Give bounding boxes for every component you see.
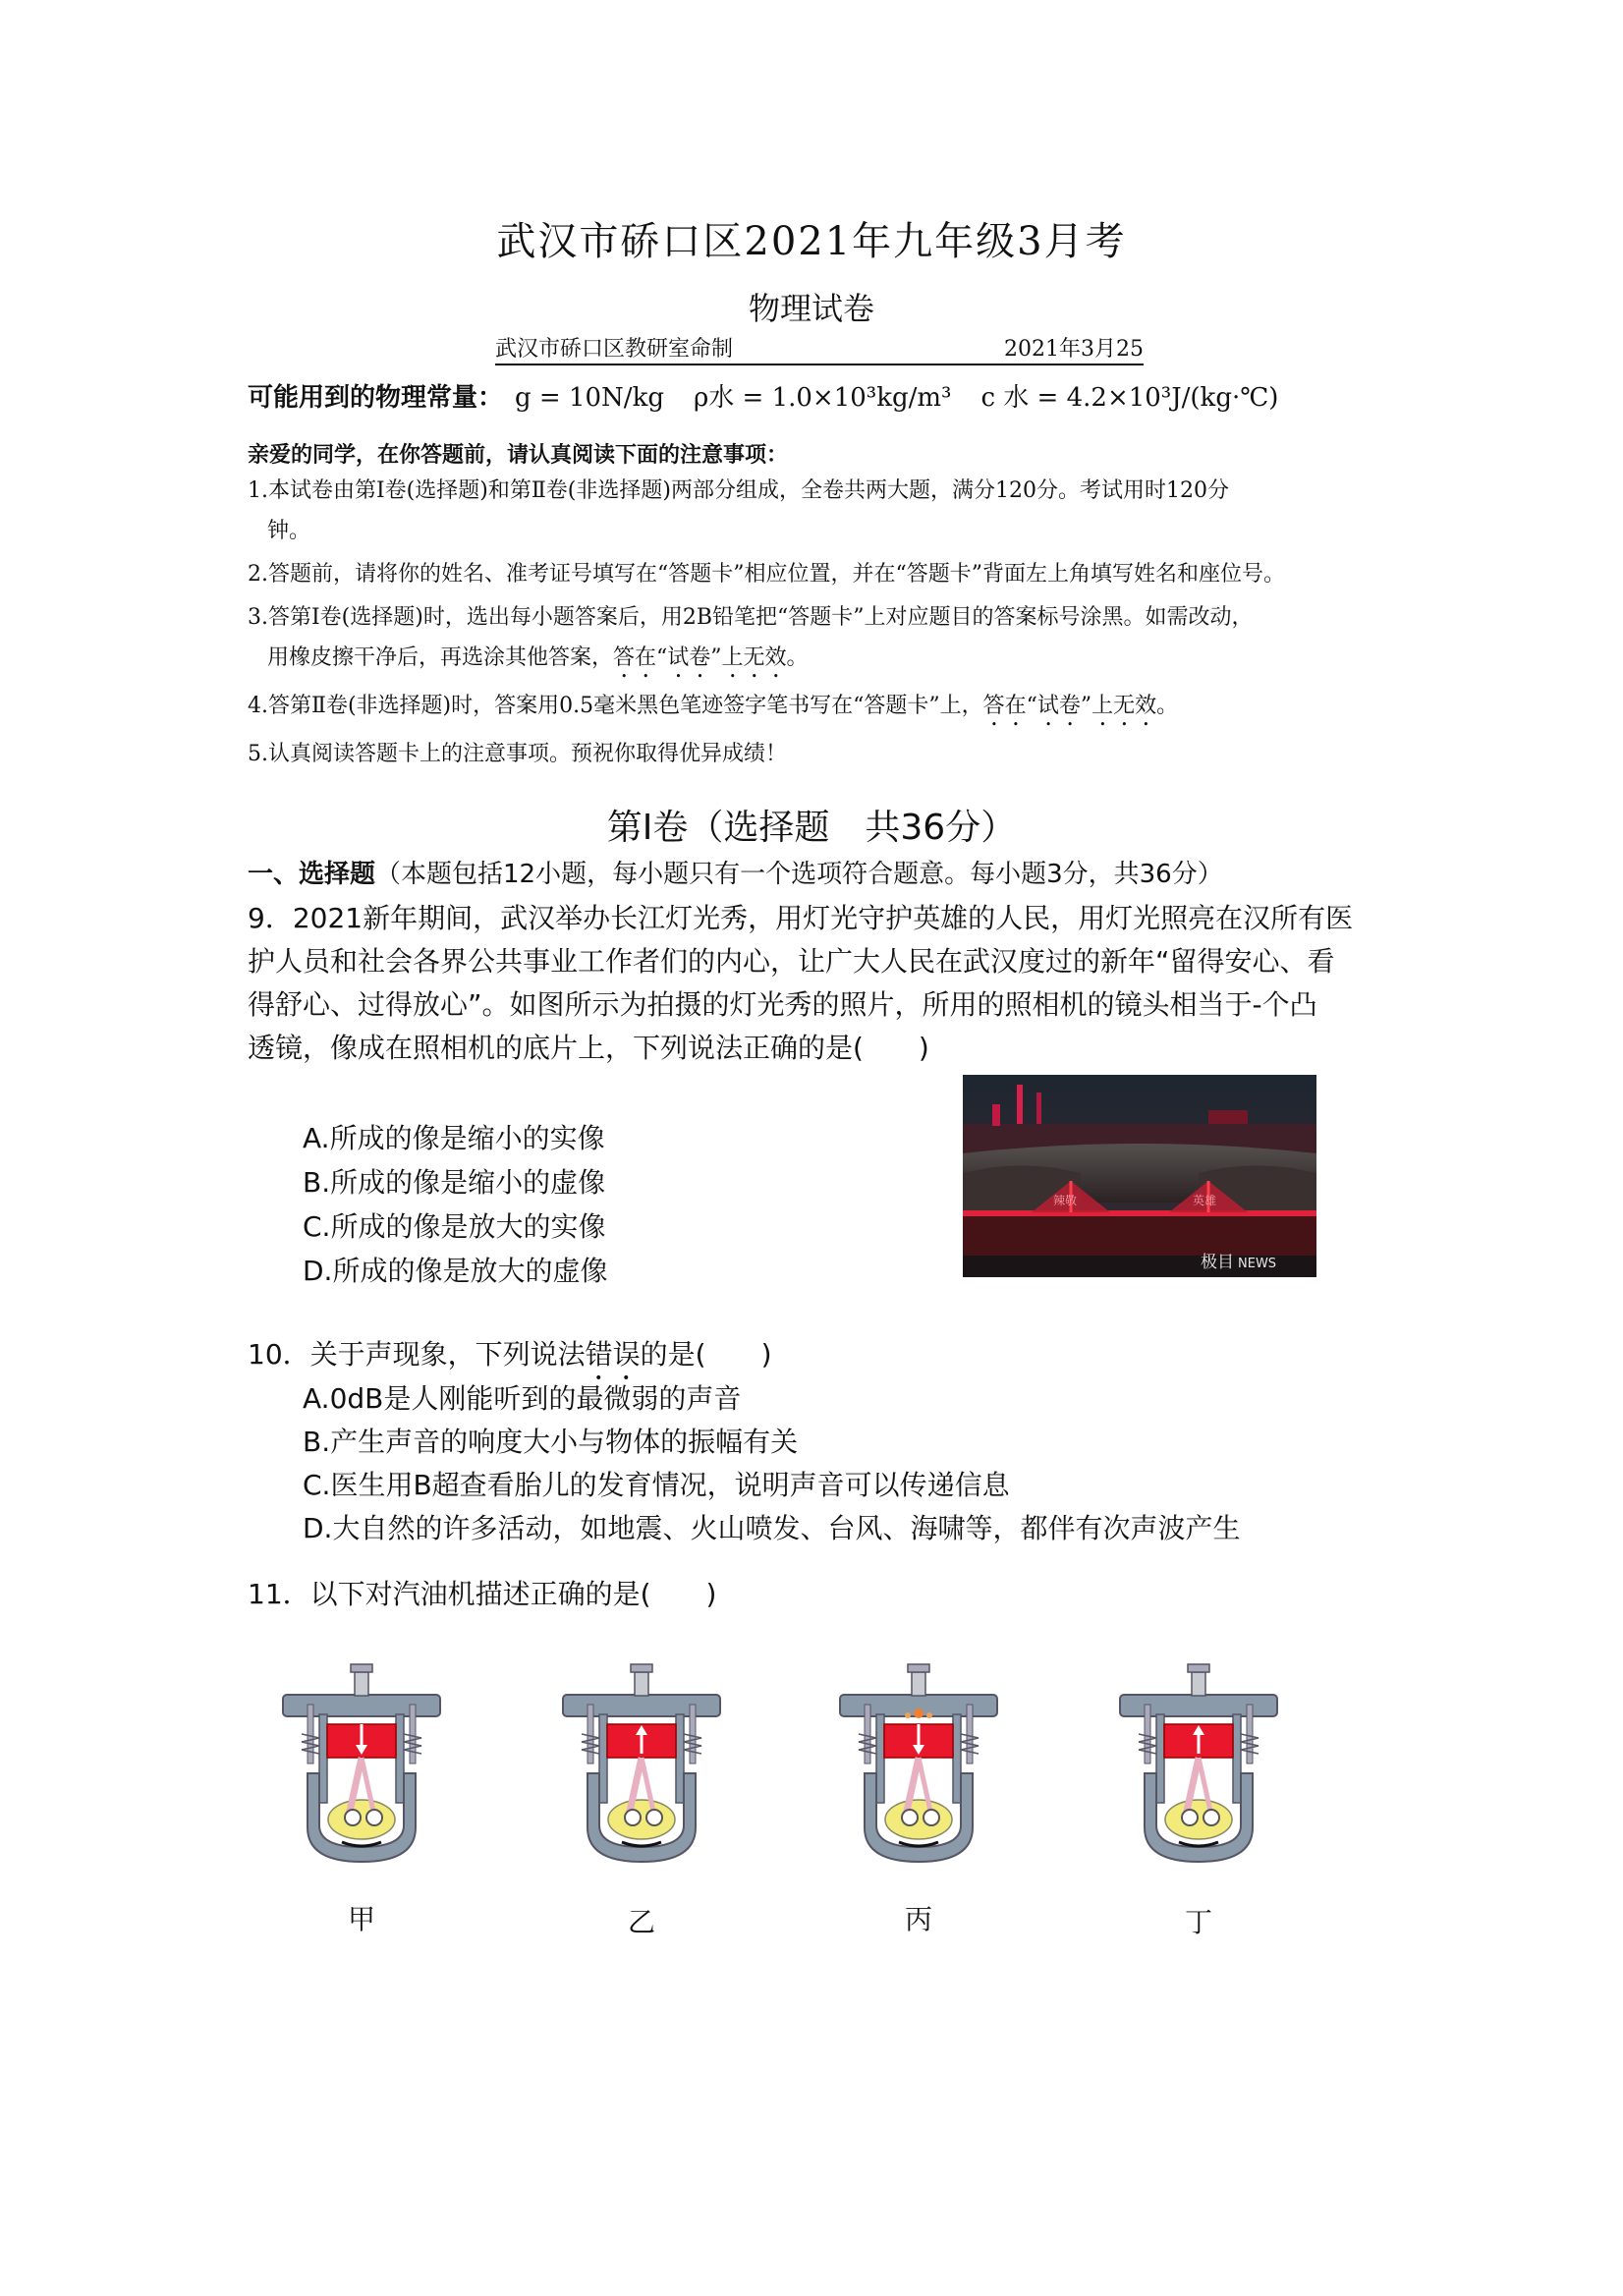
q9-option-b: B.所成的像是缩小的虚像: [303, 1166, 606, 1199]
bridge-banner-left: 辣敬: [1053, 1194, 1078, 1207]
notice-item-3: 3.答第Ⅰ卷(选择题)时，选出每小题答案后，用2B铅笔把“答题卡”上对应题目的答案标号涂黑。如需改动，: [248, 605, 1254, 630]
engine-diagram-bing: [825, 1651, 1012, 1872]
notice-text: 用橡皮擦干净后，再选涂其他答案，: [267, 645, 614, 670]
bridge-banner-right: 英雄: [1193, 1194, 1217, 1207]
caption-yi: 乙: [627, 1906, 655, 1938]
constant-rho: ρ水 = 1.0×10³kg/m³: [693, 383, 952, 413]
q10-emphasis: 错误: [585, 1338, 641, 1371]
page-subtitle: 物理试卷: [748, 290, 874, 327]
part-desc: （本题包括12小题，每小题只有一个选项符合题意。每小题3分，共36分）: [375, 860, 1223, 889]
q10-stem: 10．关于声现象，下列说法: [248, 1338, 586, 1371]
q10-option-c: C.医生用B超查看胎儿的发育情况，说明声音可以传递信息: [303, 1469, 1010, 1501]
part-heading: [248, 854, 1223, 890]
notice-item-3-cont: [248, 638, 1397, 683]
physical-constants: [248, 377, 1296, 414]
notice-item-2: 2.答题前，请将你的姓名、准考证号填写在“答题卡”相应位置，并在“答题卡”背面左上角填写姓名和座位号。: [248, 562, 1285, 587]
notice-item-5: 5.认真阅读答题卡上的注意事项。预祝你取得优异成绩！: [248, 742, 787, 766]
part-label: 一、选择题: [248, 860, 376, 889]
emphasis-text: 答在“试卷”上无效: [613, 645, 787, 670]
notice-text: 。: [1156, 694, 1179, 718]
q9-option-d: D.所成的像是放大的虚像: [303, 1255, 608, 1287]
notice-item-4: [248, 686, 1397, 731]
notice-text: 。: [786, 645, 809, 670]
notice-heading: 亲爱的同学，在你答题前，请认真阅读下面的注意事项：: [248, 442, 789, 468]
compiler-date: 2021年3月25: [1004, 337, 1144, 362]
photo-logo: 极目: [1201, 1253, 1234, 1272]
q9-option-a: A.所成的像是缩小的实像: [303, 1122, 605, 1154]
light-show-photo: [963, 1075, 1316, 1277]
constants-label: 可能用到的物理常量：: [248, 383, 504, 413]
compiler-line: [495, 330, 1144, 365]
q10-option-b: B.产生声音的响度大小与物体的振幅有关: [303, 1426, 799, 1458]
constant-c: c 水 = 4.2×10³J/(kg·℃): [980, 383, 1279, 413]
q9-option-c: C.所成的像是放大的实像: [303, 1210, 606, 1243]
notice-item-1: 1.本试卷由第Ⅰ卷(选择题)和第Ⅱ卷(非选择题)两部分组成，全卷共两大题，满分120分。考试用时120分: [248, 478, 1229, 503]
engine-diagram-yi: [548, 1651, 735, 1872]
engine-diagram-ding: [1105, 1651, 1292, 1872]
notice-item-1-cont: 钟。: [267, 519, 311, 543]
caption-jia: 甲: [347, 1903, 375, 1935]
emphasis-text: 答在“试卷”上无效: [982, 694, 1157, 718]
notice-list: [248, 471, 1397, 774]
question-9: [248, 897, 1387, 1070]
q10-stem-end: 的是( ): [640, 1338, 772, 1371]
q9-line: 透镜，像成在照相机的底片上，下列说法正确的是( ): [248, 1032, 929, 1064]
q9-line: 护人员和社会各界公共事业工作者们的内心，让广大人民在武汉度过的新年“留得安心、看: [248, 945, 1335, 978]
q9-line: 9．2021新年期间，武汉举办长江灯光秀，用灯光守护英雄的人民，用灯光照亮在汉所有医: [248, 902, 1354, 934]
engine-diagram-jia: [268, 1651, 455, 1872]
photo-logo-en: NEWS: [1238, 1257, 1277, 1271]
q10-option-d: D.大自然的许多活动，如地震、火山喷发、台风、海啸等，都伴有次声波产生: [303, 1512, 1241, 1544]
caption-ding: 丁: [1184, 1906, 1212, 1938]
section-title: 第Ⅰ卷（选择题 共36分）: [606, 808, 1017, 848]
q9-line: 得舒心、过得放心”。如图所示为拍摄的灯光秀的照片，所用的照相机的镜头相当于-个凸: [248, 988, 1317, 1021]
page-title: 武汉市硚口区2021年九年级3月考: [496, 219, 1127, 264]
caption-bing: 丙: [904, 1903, 932, 1935]
notice-text: 4.答第Ⅱ卷(非选择题)时，答案用0.5毫米黑色笔迹签字笔书写在“答题卡”上，: [248, 694, 983, 718]
q10-option-a: A.0dB是人刚能听到的最微弱的声音: [303, 1382, 742, 1415]
compiler-org: 武汉市硚口区教研室命制: [495, 337, 734, 362]
constant-g: g = 10N/kg: [515, 383, 664, 413]
question-11: 11．以下对汽油机描述正确的是( ): [248, 1578, 717, 1610]
